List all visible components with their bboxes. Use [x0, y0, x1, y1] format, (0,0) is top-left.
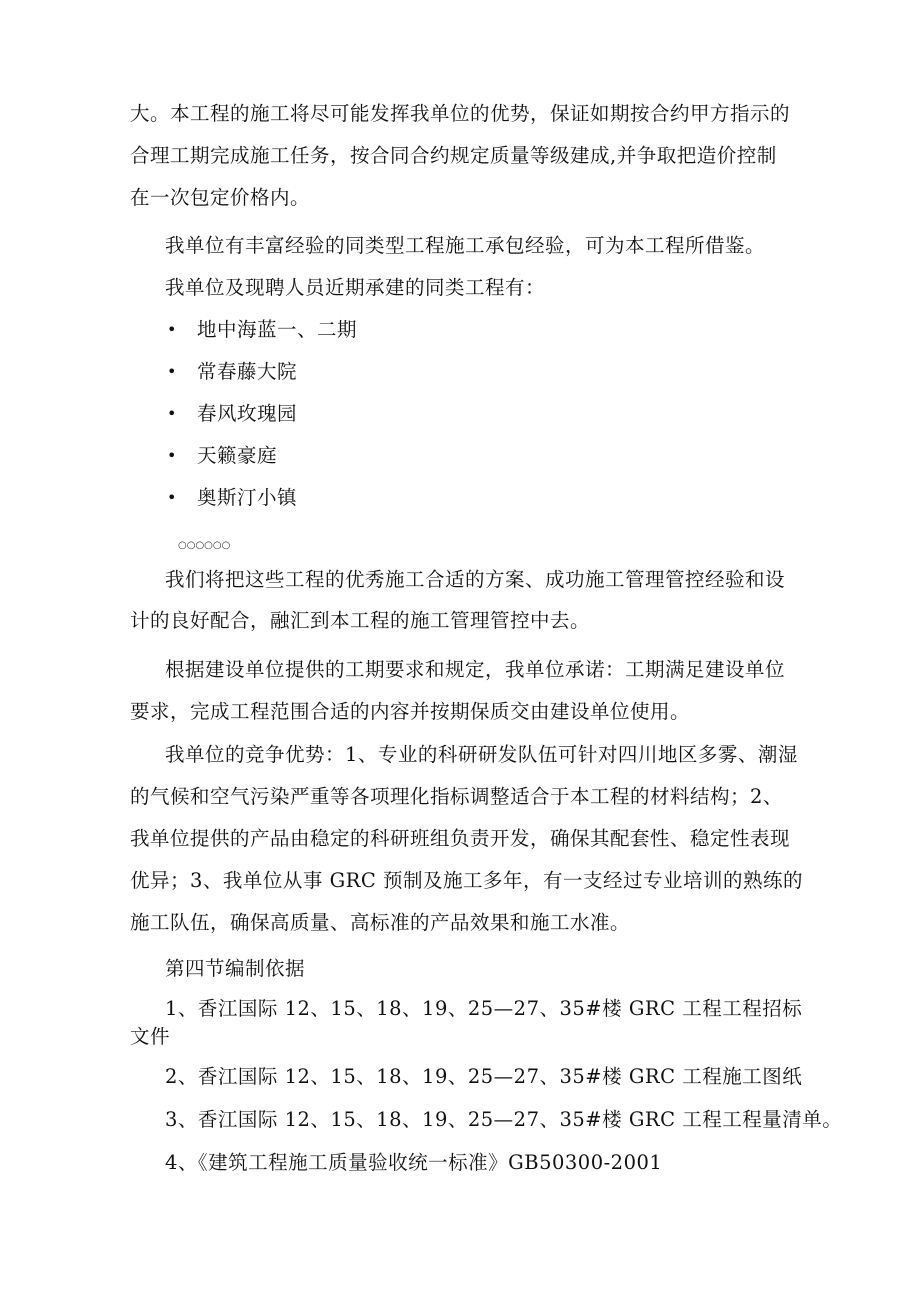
paragraph-5-line-1: 根据建设单位提供的工期要求和规定，我单位承诺：工期满足建设单位: [165, 658, 786, 681]
reference-item-4: 4、《建筑工程施工质量验收统一标准》GB50300-2001: [165, 1151, 663, 1174]
paragraph-4-line-1: 我们将把这些工程的优秀施工合适的方案、成功施工管理管控经验和设: [165, 568, 786, 591]
paragraph-5-line-2: 要求，完成工程范围合适的内容并按期保质交由建设单位使用。: [130, 700, 691, 723]
project-item: 常春藤大院: [197, 360, 298, 383]
paragraph-1-line-3: 在一次包定价格内。: [130, 186, 311, 209]
paragraph-6-line-1: 我单位的竞争优势：1、专业的科研研发队伍可针对四川地区多雾、潮湿: [165, 743, 798, 766]
paragraph-2: 我单位有丰富经验的同类型工程施工承包经验，可为本工程所借鉴。: [165, 234, 766, 257]
bullet-icon: •: [167, 488, 177, 507]
paragraph-1-line-1: 大。本工程的施工将尽可能发挥我单位的优势，保证如期按合约甲方指示的: [130, 102, 791, 125]
bullet-icon: •: [167, 320, 177, 339]
project-item: 奥斯汀小镇: [197, 486, 298, 509]
bullet-icon: •: [167, 404, 177, 423]
paragraph-6-line-2: 的气候和空气污染严重等各项理化指标调整适合于本工程的材料结构；2、: [130, 785, 783, 808]
paragraph-6-line-5: 施工队伍，确保高质量、高标准的产品效果和施工水准。: [130, 911, 631, 934]
paragraph-6-line-4: 优异；3、我单位从事 GRC 预制及施工多年，有一支经过专业培训的熟练的: [130, 869, 803, 892]
project-item: 地中海蓝一、二期: [197, 318, 358, 341]
paragraph-1-line-2: 合理工期完成施工任务，按合同合约规定质量等级建成,并争取把造价控制: [130, 144, 777, 167]
reference-item-1-cont: 文件: [130, 1025, 171, 1048]
section-title: 第四节编制依据: [165, 957, 306, 980]
paragraph-6-line-3: 我单位提供的产品由稳定的科研班组负责开发，确保其配套性、稳定性表现: [130, 827, 791, 850]
reference-item-1: 1、香江国际 12、15、18、19、25—27、35#楼 GRC 工程工程招标: [165, 997, 803, 1020]
project-item: 春风玫瑰园: [197, 402, 298, 425]
paragraph-3: 我单位及现聘人员近期承建的同类工程有：: [165, 276, 546, 299]
bullet-icon: •: [167, 446, 177, 465]
paragraph-4-line-2: 计的良好配合，融汇到本工程的施工管理管控中去。: [130, 609, 591, 632]
reference-item-3: 3、香江国际 12、15、18、19、25—27、35#楼 GRC 工程工程量清单。: [165, 1108, 843, 1131]
project-item: 天籁豪庭: [197, 444, 278, 467]
bullet-icon: •: [167, 362, 177, 381]
more-projects-ellipsis: ○○○○○○: [178, 540, 231, 551]
reference-item-2: 2、香江国际 12、15、18、19、25—27、35#楼 GRC 工程施工图纸: [165, 1065, 803, 1088]
